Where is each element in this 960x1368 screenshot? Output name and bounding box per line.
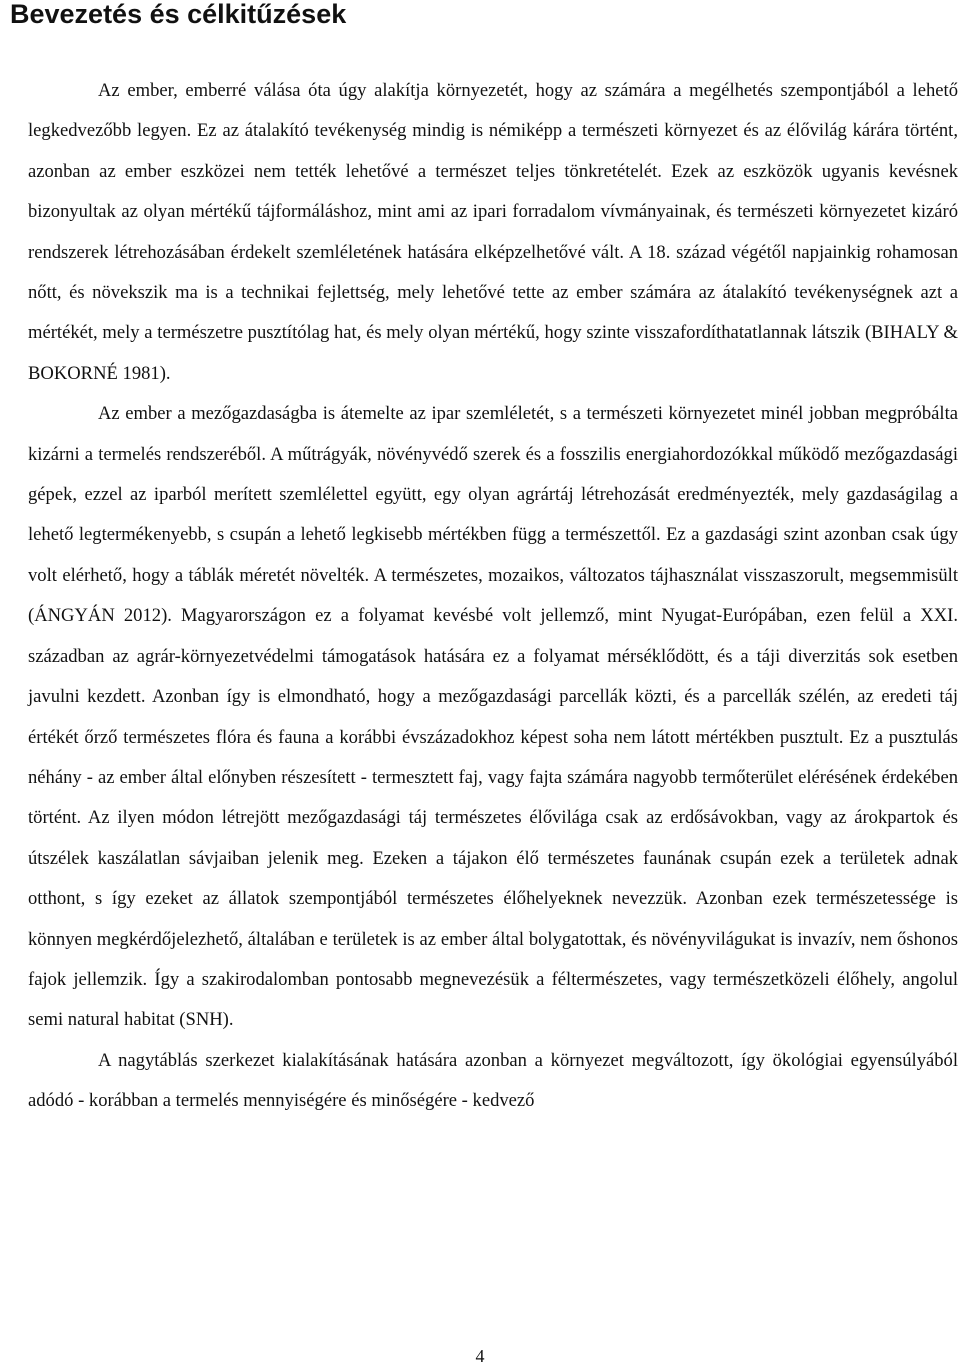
body-text [28,71,958,1122]
paragraph-3: A nagytáblás szerkezet kialakításának hatására azonban a környezet megváltozott, így ökológiai egyensúlyából adódó - korábban a termelés mennyiségére és minőségére - kedvező [28,1049,958,1112]
paragraph-1: Az ember, emberré válása óta úgy alakítja környezetét, hogy az számára a megélhetés szempontjából a lehető legkedvezőbb legyen. Ez az átalakító tevékenység mindig is némiképp a természeti környezet és az élővilág kárára történt, azonban az ember eszközei nem tették lehetővé a természet teljes tönkretételét. Ezek az eszközök ugyanis kevésnek bizonyultak az olyan mértékű tájformáláshoz, mint ami az ipari forradalom vívmányainak, és természeti környezetet kizáró rendszerek létrehozásában érdekelt szemléletének hatására elképzelhetővé vált. A 18. század végétől napjainkig rohamosan nőtt, és növekszik ma is a technikai fejlettség, mely lehetővé tette az ember számára az átalakító tevékenységnek azt a mértékét, mely a természetre pusztítólag hat, és mely olyan mértékű, hogy szinte visszafordíthatatlannak látszik (BIHALY & BOKORNÉ 1981). [28,80,958,384]
section-heading: Bevezetés és célkitűzések [10,0,347,29]
paragraph-2: Az ember a mezőgazdaságba is átemelte az ipar szemléletét, s a természeti környezetet minél jobban megpróbálta kizárni a termelés rendszeréből. A műtrágyák, növényvédő szerek és a fosszilis energiahordozókkal működő mezőgazdasági gépek, ezzel az iparból merített szemlélettel együtt, egy olyan agrártáj létrehozását eredményezték, mely gazdaságilag a lehető legtermékenyebb, s csupán a lehető legkisebb mértékben függ a természettől. Ez a gazdasági szint azonban csak úgy volt elérhető, hogy a táblák méretét növelték. A természetes, mozaikos, változatos tájhasználat visszaszorult, megsemmisült (ÁNGYÁN 2012). Magyarországon ez a folyamat kevésbé volt jellemző, mint Nyugat-Európában, ezen felül a XXI. században az agrár-környezetvédelmi támogatások hatására ez a folyamat mérséklődött, és a táji diverzitás sok esetben javulni kezdett. Azonban így is elmondható, hogy a mezőgazdasági parcellák közti, és a parcellák szélén, az eredeti táj értékét őrző természetes flóra és fauna a korábbi évszázadokhoz képest soha nem látott mértékben pusztult. Ez a pusztulás néhány - az ember által előnyben részesített - termesztett faj, vagy fajta számára nagyobb termőterület elérésének érdekében történt. Az ilyen módon létrejött mezőgazdasági táj természetes élővilága csak az erdősávokban, vagy az árokpartok és útszélek kaszálatlan sávjaiban jelenik meg. Ezeken a tájakon élő természetes faunának csupán ezek a területek adnak otthont, s így ezeket az állatok szempontjából természetes élőhelyeknek nevezzük. Azonban ezek természetessége is könnyen megkérdőjelezhető, általában e területek is az ember által bolygatottak, és növényvilágukat is invazív, nem őshonos fajok jellemzik. Így a szakirodalomban pontosabb megnevezésük a féltermészetes, vagy természetközeli élőhely, angolul semi natural habitat (SNH). [28,403,958,1031]
document-page [10,0,958,1122]
page-number: 4 [475,1346,485,1366]
